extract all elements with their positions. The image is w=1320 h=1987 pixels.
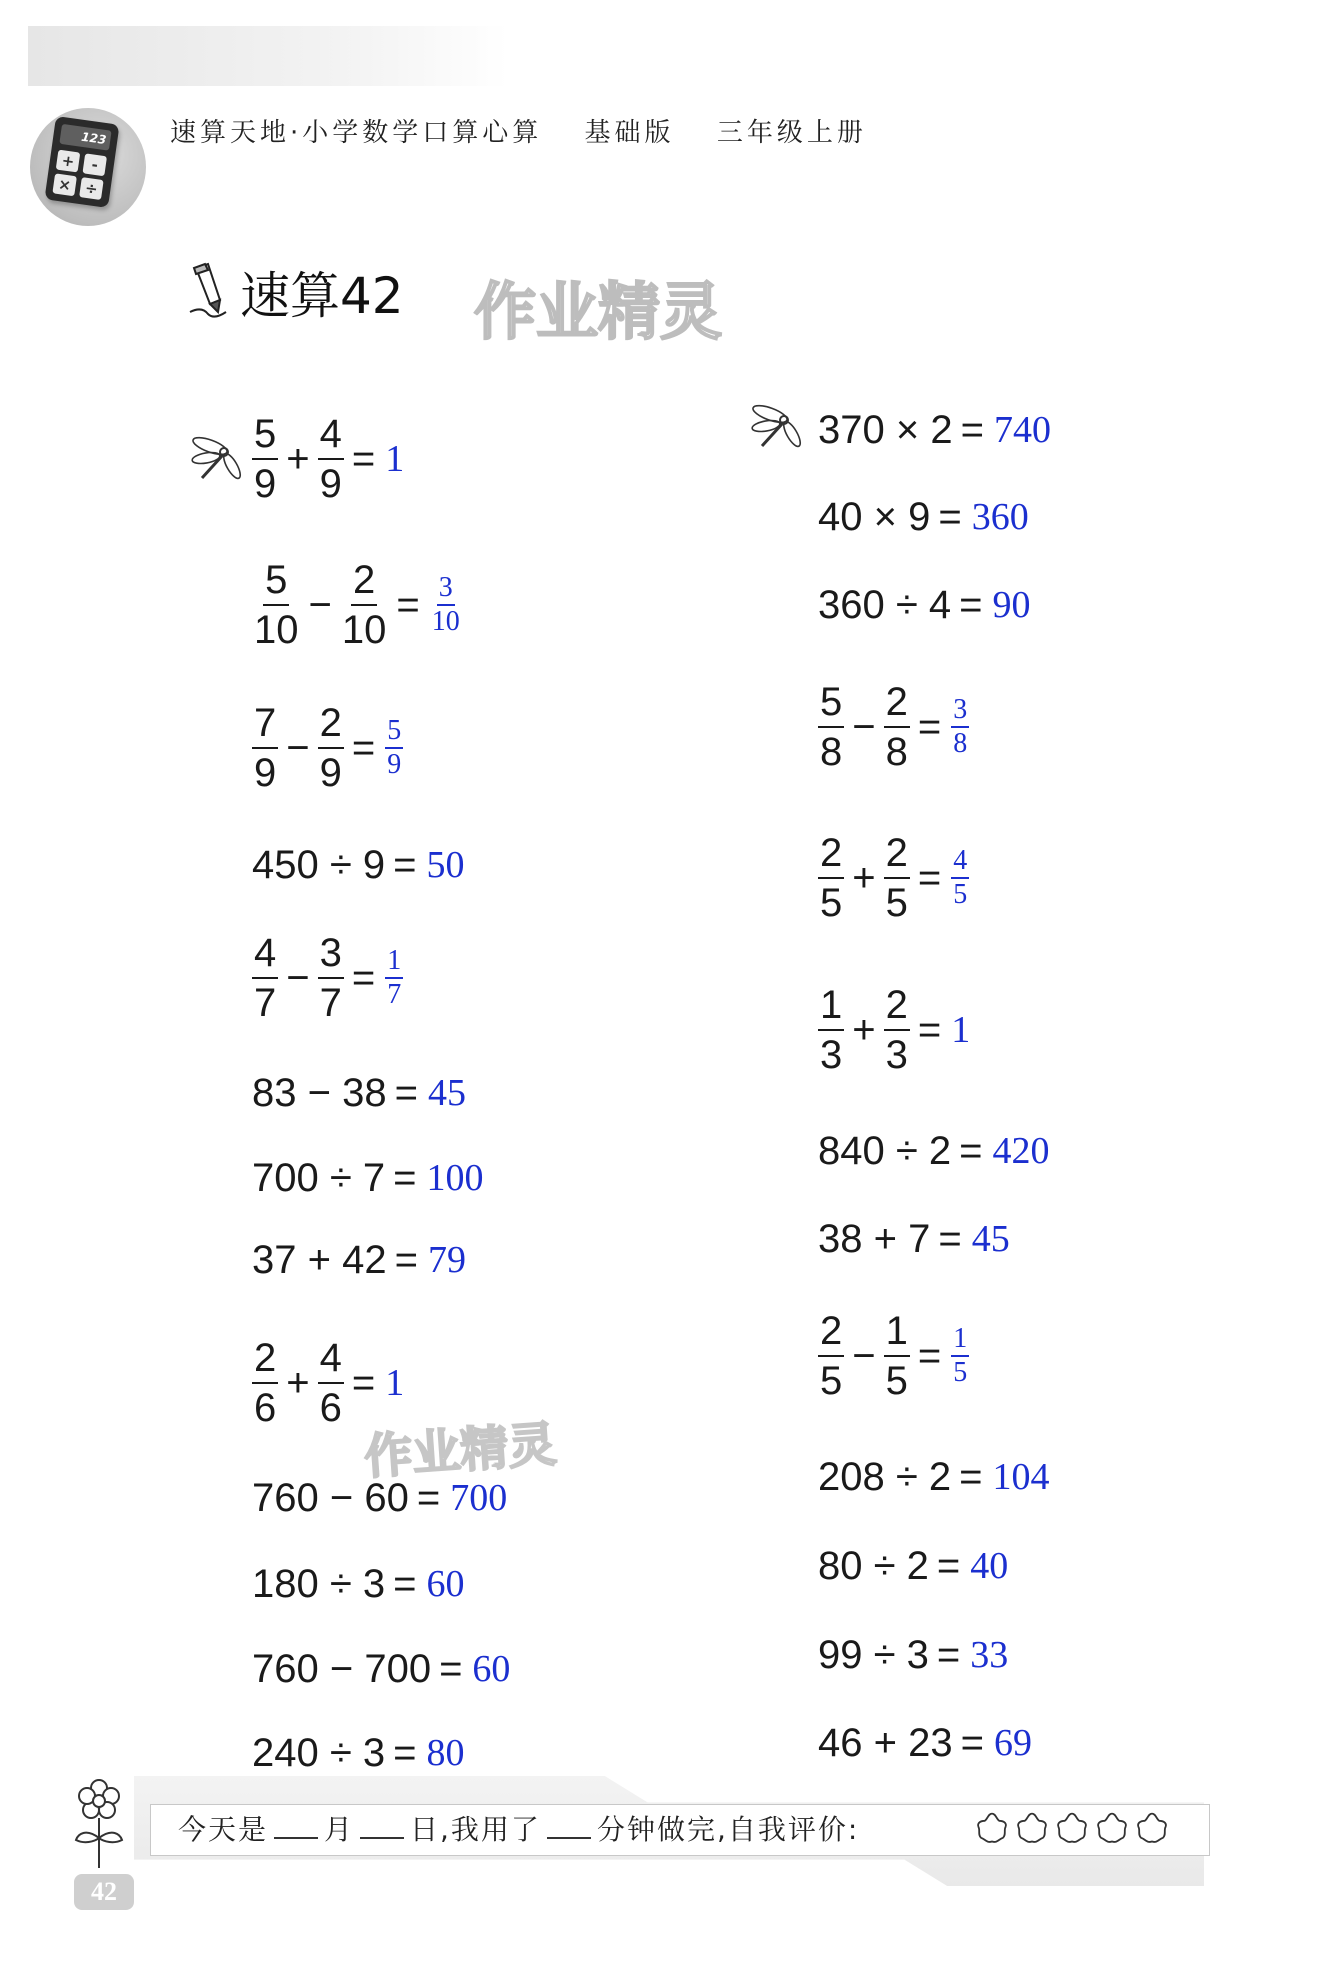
star-icon[interactable] xyxy=(1094,1810,1130,1846)
fraction: $\frac{1}{5}$ xyxy=(885,1309,908,1403)
answer: 100 xyxy=(426,1157,484,1199)
answer: 79 xyxy=(427,1239,466,1281)
answer: 69 xyxy=(993,1722,1032,1764)
problem-right-4: $\frac{5}{8}$ − $\frac{2}{8}$ = $\frac{3}{8}$ xyxy=(820,680,968,774)
problem-left-9: $\frac{2}{6}$ + $\frac{4}{6}$ = 1 xyxy=(254,1336,405,1430)
problem-right-3: 360 ÷ 4 = 90 xyxy=(818,582,1031,627)
problem-left-4: 450 ÷ 9 = 50 xyxy=(252,842,465,887)
problem-right-5: $\frac{2}{5}$ + $\frac{2}{5}$ = $\frac{4}{5}$ xyxy=(820,831,968,925)
footer-text-month: 月 xyxy=(324,1813,355,1846)
answer-fraction: $\frac{4}{5}$ xyxy=(953,845,968,910)
watermark: 作业精灵 xyxy=(474,275,723,348)
problem-right-6: $\frac{1}{3}$ + $\frac{2}{3}$ = 1 xyxy=(820,983,971,1077)
problem-right-12: 99 ÷ 3 = 33 xyxy=(818,1632,1009,1677)
problem-left-11: 180 ÷ 3 = 60 xyxy=(252,1561,465,1606)
key-divide: ÷ xyxy=(79,177,104,200)
day-blank[interactable] xyxy=(360,1811,404,1839)
dragonfly-icon xyxy=(748,400,806,450)
fraction: $\frac{2}{3}$ xyxy=(885,983,908,1077)
problem-left-7: 700 ÷ 7 = 100 xyxy=(252,1155,484,1200)
problem-right-10: 208 ÷ 2 = 104 xyxy=(818,1454,1050,1499)
key-plus: + xyxy=(56,150,81,173)
answer: 1 xyxy=(951,1009,971,1051)
fraction: $\frac{4}{9}$ xyxy=(319,412,342,506)
fraction: $\frac{4}{7}$ xyxy=(254,931,277,1025)
dragonfly-icon xyxy=(188,432,246,482)
answer: 1 xyxy=(385,1362,405,1404)
problem-left-10: 760 − 60 = 700 xyxy=(252,1475,508,1520)
calculator-icon xyxy=(44,116,119,208)
answer: 360 xyxy=(971,496,1029,538)
fraction: $\frac{2}{5}$ xyxy=(820,1309,843,1403)
fraction: $\frac{1}{3}$ xyxy=(820,983,843,1077)
fraction: $\frac{3}{7}$ xyxy=(319,931,342,1025)
answer: 80 xyxy=(426,1732,465,1774)
footer-text-today: 今天是 xyxy=(178,1813,269,1846)
answer-fraction: $\frac{5}{9}$ xyxy=(387,715,402,780)
answer: 60 xyxy=(472,1648,511,1690)
fraction: $\frac{2}{10}$ xyxy=(341,558,387,652)
fraction: $\frac{2}{5}$ xyxy=(885,831,908,925)
page-number: 42 xyxy=(74,1874,134,1910)
answer: 45 xyxy=(427,1072,466,1114)
book-grade: 三年级上册 xyxy=(716,118,867,148)
fraction: $\frac{2}{5}$ xyxy=(820,831,843,925)
rating-stars xyxy=(974,1810,1170,1850)
key-times: × xyxy=(52,173,77,196)
fraction: $\frac{5}{9}$ xyxy=(254,412,277,506)
fraction: $\frac{2}{8}$ xyxy=(885,680,908,774)
watermark: 作业精灵 xyxy=(362,1416,559,1486)
answer-fraction: $\frac{3}{8}$ xyxy=(953,694,968,759)
problem-left-2: $\frac{5}{10}$ − $\frac{2}{10}$ = $\frac{3}{10}$ xyxy=(254,558,460,652)
star-icon[interactable] xyxy=(1014,1810,1050,1846)
problem-left-8: 37 + 42 = 79 xyxy=(252,1237,466,1282)
problem-left-13: 240 ÷ 3 = 80 xyxy=(252,1730,465,1775)
answer-fraction: $\frac{1}{5}$ xyxy=(953,1323,968,1388)
answer: 50 xyxy=(426,844,465,886)
answer: 1 xyxy=(385,438,405,480)
problem-right-11: 80 ÷ 2 = 40 xyxy=(818,1543,1009,1588)
footer-text-evaluation: 分钟做完,自我评价: xyxy=(596,1813,860,1846)
answer-fraction: $\frac{1}{7}$ xyxy=(387,945,402,1010)
problem-right-9: $\frac{2}{5}$ − $\frac{1}{5}$ = $\frac{1}{5}$ xyxy=(820,1309,968,1403)
answer: 420 xyxy=(992,1130,1050,1172)
answer: 40 xyxy=(970,1545,1009,1587)
problem-right-13: 46 + 23 = 69 xyxy=(818,1720,1032,1765)
fraction: $\frac{7}{9}$ xyxy=(254,701,277,795)
key-minus: - xyxy=(82,153,107,176)
fraction: $\frac{4}{6}$ xyxy=(319,1336,342,1430)
problem-right-2: 40 × 9 = 360 xyxy=(818,494,1029,539)
problem-left-1: $\frac{5}{9}$ + $\frac{4}{9}$ = 1 xyxy=(254,412,405,506)
flower-icon xyxy=(66,1776,132,1872)
section-title: 速算42 xyxy=(240,267,404,325)
pencil-icon xyxy=(186,262,232,318)
problem-left-5: $\frac{4}{7}$ − $\frac{3}{7}$ = $\frac{1}{7}$ xyxy=(254,931,402,1025)
book-edition: 基础版 xyxy=(584,118,675,148)
fraction: $\frac{5}{10}$ xyxy=(254,558,299,652)
answer: 700 xyxy=(450,1477,508,1519)
calculator-screen: 123 xyxy=(59,124,111,151)
problem-left-6: 83 − 38 = 45 xyxy=(252,1070,466,1115)
answer: 33 xyxy=(970,1634,1009,1676)
self-evaluation-line xyxy=(178,1808,859,1848)
star-icon[interactable] xyxy=(1054,1810,1090,1846)
book-title: 速算天地·小学数学口算心算 xyxy=(170,118,543,148)
footer-text-day: 日,我用了 xyxy=(410,1813,541,1846)
fraction: $\frac{5}{8}$ xyxy=(820,680,843,774)
problem-left-3: $\frac{7}{9}$ − $\frac{2}{9}$ = $\frac{5}{9}$ xyxy=(254,701,402,795)
answer-fraction: $\frac{3}{10}$ xyxy=(431,572,460,637)
book-header xyxy=(170,112,897,149)
month-blank[interactable] xyxy=(274,1811,318,1839)
answer: 60 xyxy=(426,1563,465,1605)
problem-left-12: 760 − 700 = 60 xyxy=(252,1646,511,1691)
answer: 45 xyxy=(971,1218,1010,1260)
fraction: $\frac{2}{9}$ xyxy=(319,701,342,795)
minutes-blank[interactable] xyxy=(547,1811,591,1839)
fraction: $\frac{2}{6}$ xyxy=(254,1336,277,1430)
star-icon[interactable] xyxy=(974,1810,1010,1846)
star-icon[interactable] xyxy=(1134,1810,1170,1846)
problem-right-8: 38 + 7 = 45 xyxy=(818,1216,1010,1261)
header-band xyxy=(28,26,508,86)
answer: 740 xyxy=(993,409,1051,451)
answer: 104 xyxy=(992,1456,1050,1498)
answer: 90 xyxy=(992,584,1031,626)
problem-right-7: 840 ÷ 2 = 420 xyxy=(818,1128,1050,1173)
problem-right-1: 370 × 2 = 740 xyxy=(818,407,1051,452)
